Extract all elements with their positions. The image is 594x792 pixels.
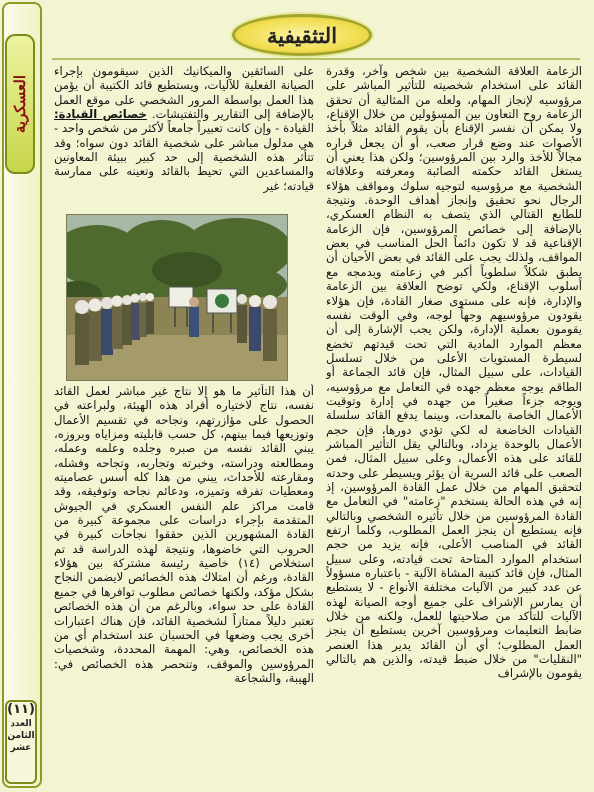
section-title-badge xyxy=(232,14,372,56)
issue-box xyxy=(5,700,37,784)
header-rule xyxy=(52,58,580,60)
section-side-tab xyxy=(5,34,35,174)
page-number: (١١) xyxy=(7,702,35,717)
article-right-column xyxy=(326,64,582,784)
issue-ordinal-suffix: عشر xyxy=(10,743,32,753)
article-left-column-bottom xyxy=(54,384,314,786)
issue-label: العدد xyxy=(10,719,32,729)
characteristics-heading: خصائص القيادة: xyxy=(54,107,147,122)
left-column-bottom-text: أن هذا التأثير ما هو إلا نتاج غير مباشر لعمل القائد نفسه، نتاج لاختياره أفراد هذه الهيئة، ولبراعته في الحصول على مؤازرتهم، ونجاحه في تقسيم الأعمال وتوزيعها فيما بينهم، كل حسب قابليته ومزاياه وبروزه، يبني القائد نفسه من صبره وجلده وعلمه وعمله، ومطالعته ودراسته، وخبرته وتجاربه، وتجاحه وفشله، ومقارعته للأحداث، يبني من هذا كله أسس عصاميته ومعطيات تفرقه وتميزه، ودعائم نجاحه وتوفيقه، وقد قامت مراكز علم النفس العسكري في الجيوش المتقدمة بإجراء دراسات على مجموعة كبيرة من القادة المشهورين الذين حققوا نجاحات كبيرة في الحروب التي خاضوها، ونتيجة لهذه الدراسة قد تم استخلاص (١٤) خاصية رئيسة مشتركة بين هؤلاء القادة، ورغم أن امتلاك هذه الخصائص لايضمن النجاح بشكل مؤكد، ولكنها خصائص مطلوب توافرها في جميع القادة على حد سواء، وبالرغم من أن هذه الخصائص تعتبر دليلاً ممتازاً لشخصية القائد، فإن هناك اعتبارات أخرى يجب وضعها في الحسبان عند استخدام أي من هذه الخصائص، وهي: المهمة المحددة، وشخصيات المرؤوسين والموقف، وتنحصر هذه الخصائص في: الهيبة، والشجاعة xyxy=(54,384,314,685)
article-left-column-top xyxy=(54,64,314,210)
soldiers-training-photo xyxy=(66,214,288,381)
left-column-top-text: القيادة - وإن كانت تعبيراً جامعاً لأكثر من شخص واحد - هي مدلول مباشر على شخصية القائد دون سواه؛ وقد تتأثر هذه الشخصية إلى حد كبير ببيئة المعاونين والمساعدين التي تحيط بالقائد وتعينه على ممارسة قيادته؛ غير xyxy=(54,121,314,193)
right-column-text: الزعامة العلاقة الشخصية بين شخص وآخر، وقدرة القائد على استخدام شخصيته للتأثير المباشر على مرؤوسيه لإنجاز المهام، ولعله من المثالية أن تحقق الزعامة روح التعاون بين المسؤولين من خلال الإقناع، ولا يمكن أن نفسر الإقناع بأن يقوم القائد مثلاً بأخذ الأصوات عند وضع قرار صعب، أو أن يجعل قراره مجالاً للأخذ والرد بين المرؤوسين؛ ولكن هذا يعني أن يستغل القائد حكمته الصائبة ومعرفته وعلاقاته الشخصية مع مرؤوسيه لتوجيه سلوك ومواقف هؤلاء الرجال نحو تحقيق وإنجاز أهداف الوحدة. ونتيجة للطابع القتالي الذي يتصف به النظام العسكري، بالإضافة إلى خصائص المرؤوسين، فإن الزعامة الإقناعية قد لا تكون دائماً الحل المناسب في بعض المواقف، ولذلك يجب على القائد في بعض الأحيان أن يطبق شكلاً سلطوياً أكبر في زعامته ويدمجه مع أسلوب الإقناع، ولكي توضح العلاقة بين الزعامة والإدارة، فإنه على مستوى صغار القادة، فإن هؤلاء يقودون مرؤوسيهم وجهاً لوجه، وفي الوقت نفسه يقومون بعملية الإدارة، ولكن يجب الإشارة إلى أن معظم الموارد المادية التي تحت قيدتهم تخضع لسيطرة المستويات الأعلى من خلال تسلسل القيادات، على سبيل المثال، فإن قائد الجماعة أو الطاقم يوجه معظم جهده في التعامل مع مرؤوسيه، ويوجه جزءاً صغيراً من جهده في إدارة وتوقيت الأعمال الخاصة بالمعدات، وبينما يدفع القائد سلسلة القيادات الخاضعة له لكي تؤدي دورها، فإن حجم الأعمال بالوحدة يزداد، وبالتالي يقل التأثير المباشر للقائد على هذه الأعمال، وعلى سبيل المثال، فمن الصعب على قائد السرية أن يؤثر ويسيطر على وحدته لتحقيق المهام من خلال عمل القادة المرؤوسين، إذ إنه في هذه الحالة يستخدم "زعامته" في التعامل مع القادة المرؤوسين من خلال تأثيره الشخصي وبالتالي فإنه يستطيع أن ينجز العمل المطلوب، وكلما ارتفع القائد في المناصب الأعلى، فإنه يزيد من حجم استخدام الموارد المتاحة تحت قيادته، وعلى سبيل المثال، فإن قائد كتيبة المشاة الآلية - باعتباره مسؤولاً عن عدد كبير من الآليات مختلفة الأنواع - لا يستطيع أن يمارس الإشراف على جميع أوجه الصيانة لهذه الآليات للتأكد من صلاحيتها للعمل، ولكنه من خلال ضابط التعليمات ومرؤوسين آخرين يستطيع أن ينجز العمل المطلوب؛ أي أن القائد يدير هذا العنصر "النقليات" من خلال ضبط قيدته، والذين هم بالتالي يقومون بالإشراف xyxy=(326,64,582,681)
issue-ordinal: الثامن xyxy=(7,731,35,741)
section-title: التثقيفية xyxy=(266,22,338,48)
section-side-label: العسكرية xyxy=(11,74,29,134)
left-column-lead-text: على السائقين والميكانيك الذين سيقومون بإجراء الصيانة الفعلية للآليات، ويستطيع قائد الكتيبة أن يؤمن هذا العمل بواسطة المرور الشخصي على موقع العمل بالإضافة إلى التقارير والتفتيشات. xyxy=(54,64,314,122)
